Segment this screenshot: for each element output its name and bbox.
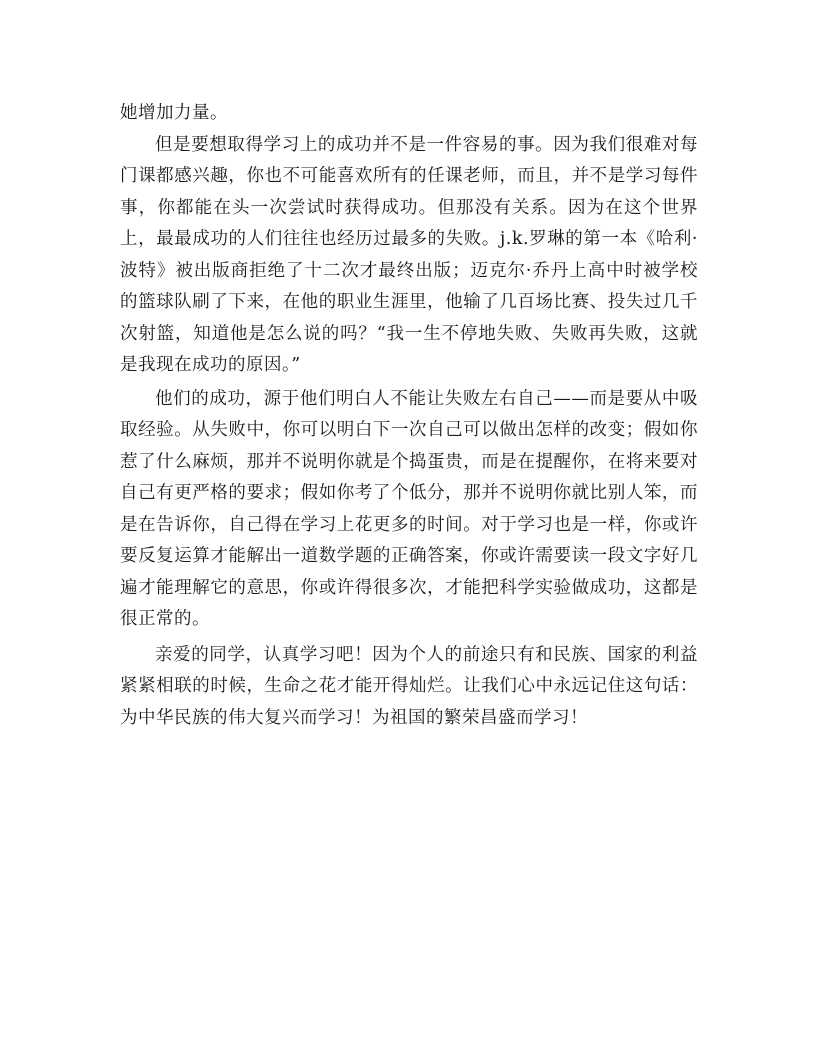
document-page bbox=[120, 98, 698, 734]
paragraph-success-difficulty: 但是要想取得学习上的成功并不是一件容易的事。因为我们很难对每门课都感兴趣，你也不可能喜欢所有的任课老师，而且，并不是学习每件事，你都能在头一次尝试时获得成功。但那没有关系。因为在这个世界上，最最成功的人们往往也经历过最多的失败。j.k.罗琳的第一本《哈利·波特》被出版商拒绝了十二次才最终出版；迈克尔·乔丹上高中时被学校的篮球队刷了下来，在他的职业生涯里，他输了几百场比赛、投失过几千次射篮，知道他是怎么说的吗？“我一生不停地失败、失败再失败，这就是我现在成功的原因。” bbox=[120, 134, 698, 375]
paragraph-learn-from-failure: 他们的成功，源于他们明白人不能让失败左右自己——而是要从中吸取经验。从失败中，你可以明白下一次自己可以做出怎样的改变；假如你惹了什么麻烦，那并不说明你就是个捣蛋贵，而是在提醒你，在将来要对自己有更严格的要求；假如你考了个低分，那并不说明你就比别人笨，而是在告诉你，自己得在学习上花更多的时间。对于学习也是一样，你或许要反复运算才能解出一道数学题的正确答案，你或许需要读一段文字好几遍才能理解它的意思，你或许得很多次，才能把科学实验做成功，这都是很正常的。 bbox=[120, 388, 698, 629]
paragraph-conclusion: 亲爱的同学，认真学习吧！因为个人的前途只有和民族、国家的利益紧紧相联的时候，生命之花才能开得灿烂。让我们心中永远记住这句话：为中华民族的伟大复兴而学习！为祖国的繁荣昌盛而学习！ bbox=[120, 644, 698, 728]
paragraph-continuation: 她增加力量。 bbox=[120, 103, 228, 123]
